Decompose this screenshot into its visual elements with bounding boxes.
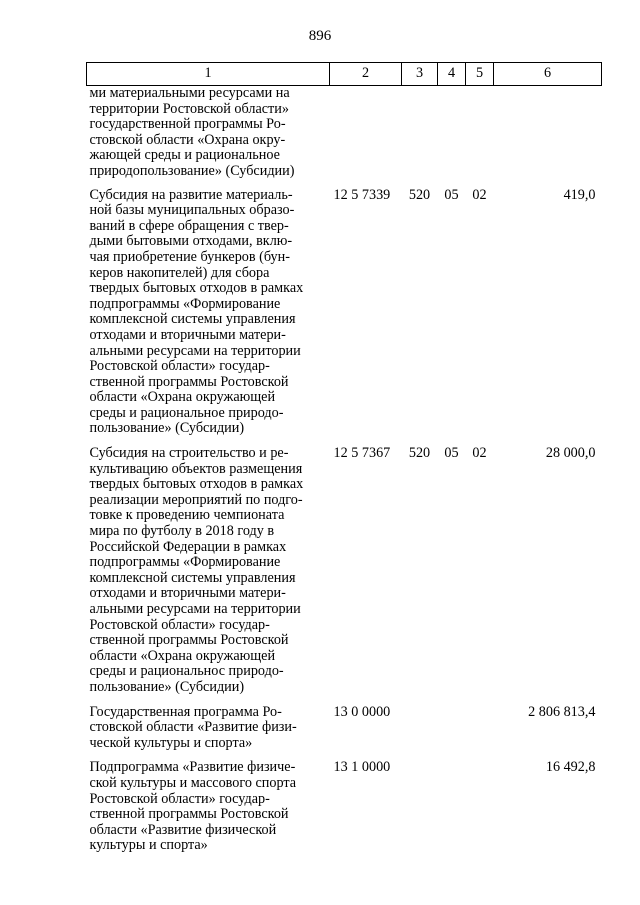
row-pr-cell [466,705,494,761]
row-amount-cell: 2 806 813,4 [528,703,596,720]
row-vr-cell [402,705,438,761]
row-code-cell [330,86,402,188]
row-name-line: Ростовской области» государ- [89,358,270,375]
row-name-line: области «Охрана окружающей [89,647,276,664]
row-name-cell [87,705,330,761]
row-name-line: подпрограммы «Формирование [89,295,281,312]
row-code-cell: 12 5 7339 [333,186,391,203]
row-name-line: Российской Федерации в рамках [89,538,287,555]
column-header-4: 4 [438,63,466,86]
row-rz-cell: 05 [444,445,459,462]
row-name-line: альными ресурсами на территории [89,601,301,617]
row-name-line: пользование» (Субсидии) [89,420,245,437]
row-name-line: Государственная программа Ро- [89,703,282,720]
row-name-line: Ростовской области» государ- [89,616,270,633]
row-name-cell [87,446,330,705]
table-header-row [87,63,602,86]
row-name-line: подпрограммы «Формирование [89,554,281,571]
row-amount-cell: 16 492,8 [545,759,596,776]
row-name-line: среды и рациональнос природо- [89,663,284,680]
row-name-line: Подпрограмма «Развитие физиче- [89,759,296,776]
row-name-line: стовской области «Развитие физи- [89,719,297,736]
column-header-1: 1 [87,63,330,86]
row-vr-cell: 520 [408,445,431,462]
row-pr-cell [466,760,494,863]
row-code-cell: 12 5 7367 [333,445,391,462]
row-name-line: жающей среды и рациональное [89,147,280,164]
row-code-cell: 13 0 0000 [333,703,391,720]
row-name-line: твердых бытовых отходов в рамках [89,280,304,297]
row-name-line: комплексной системы управления [89,311,296,328]
row-vr-cell [402,760,438,863]
column-header-2: 2 [330,63,402,86]
row-name-line: культивацию объектов размещения [89,460,303,477]
row-name-line: твердых бытовых отходов в рамках [89,476,304,493]
page-number: 896 [308,28,332,44]
table-row [87,446,602,705]
row-name-line: Ростовской области» государ- [89,790,270,807]
row-rz-cell [438,760,466,863]
table-row [87,188,602,447]
row-name-line: товке к проведению чемпионата [89,507,285,524]
row-name-line: комплексной системы управления [89,569,296,586]
row-name-line: дыми бытовыми отходами, вклю- [89,233,293,250]
row-name-line: альными ресурсами на территории [89,342,301,359]
row-vr-cell [402,86,438,188]
row-name-line: ственной программы Ростовской [89,373,289,390]
row-vr-cell: 520 [408,186,431,203]
row-name-line: ческой культуры и спорта» [89,734,253,751]
row-name-line: мира по футболу в 2018 году в [89,523,275,540]
row-name-line: отходами и вторичными матери- [89,326,286,343]
row-name-cell [87,86,330,188]
row-name-line: области «Развитие физической [89,821,277,838]
row-name-line: пользование» (Субсидии) [89,678,245,695]
row-name-line: области «Охрана окружающей [89,389,276,406]
row-name-line: государственной программы Ро- [89,116,286,133]
row-name-line: чая приобретение бункеров (бун- [89,248,290,265]
row-pr-cell [466,86,494,188]
row-name-line: ственной программы Ростовской [89,632,289,649]
row-name-line: керов накопителей) для сбора [89,264,270,281]
column-header-3: 3 [402,63,438,86]
row-name-cell [87,188,330,447]
row-rz-cell: 05 [444,186,459,203]
row-name-line: ной базы муниципальных образо- [89,202,295,219]
row-name-line: ваний в сфере обращения с твер- [89,217,289,234]
row-pr-cell: 02 [472,186,487,203]
row-name-line: реализации мероприятий по подго- [89,491,303,508]
table-row [87,760,602,863]
row-name-line: Субсидия на строительство и ре- [89,445,289,462]
row-amount-cell: 419,0 [563,186,596,203]
row-name-line: Субсидия на развитие материаль- [89,186,293,203]
table-body [87,86,602,863]
row-rz-cell [438,705,466,761]
row-name-line: территории Ростовской области» [89,100,289,117]
row-name-line: ственной программы Ростовской [89,806,289,823]
row-name-cell [87,760,330,863]
row-amount-cell: 28 000,0 [545,445,596,462]
row-name-line: среды и рациональное природо- [89,404,284,421]
row-rz-cell [438,86,466,188]
table-row [87,86,602,188]
row-code-cell: 13 1 0000 [333,759,391,776]
row-amount-cell [494,86,602,188]
row-name-line: природопользование» (Субсидии) [89,162,295,179]
row-name-line: ской культуры и массового спорта [89,774,297,791]
row-name-line: ми материальными ресурсами на [89,85,290,101]
row-pr-cell: 02 [472,445,487,462]
row-name-line: культуры и спорта» [89,837,208,854]
column-header-6: 6 [494,63,602,86]
row-name-line: стовской области «Охрана окру- [89,131,286,148]
table-row [87,705,602,761]
row-name-line: отходами и вторичными матери- [89,585,286,602]
budget-table [86,62,602,863]
column-header-5: 5 [466,63,494,86]
